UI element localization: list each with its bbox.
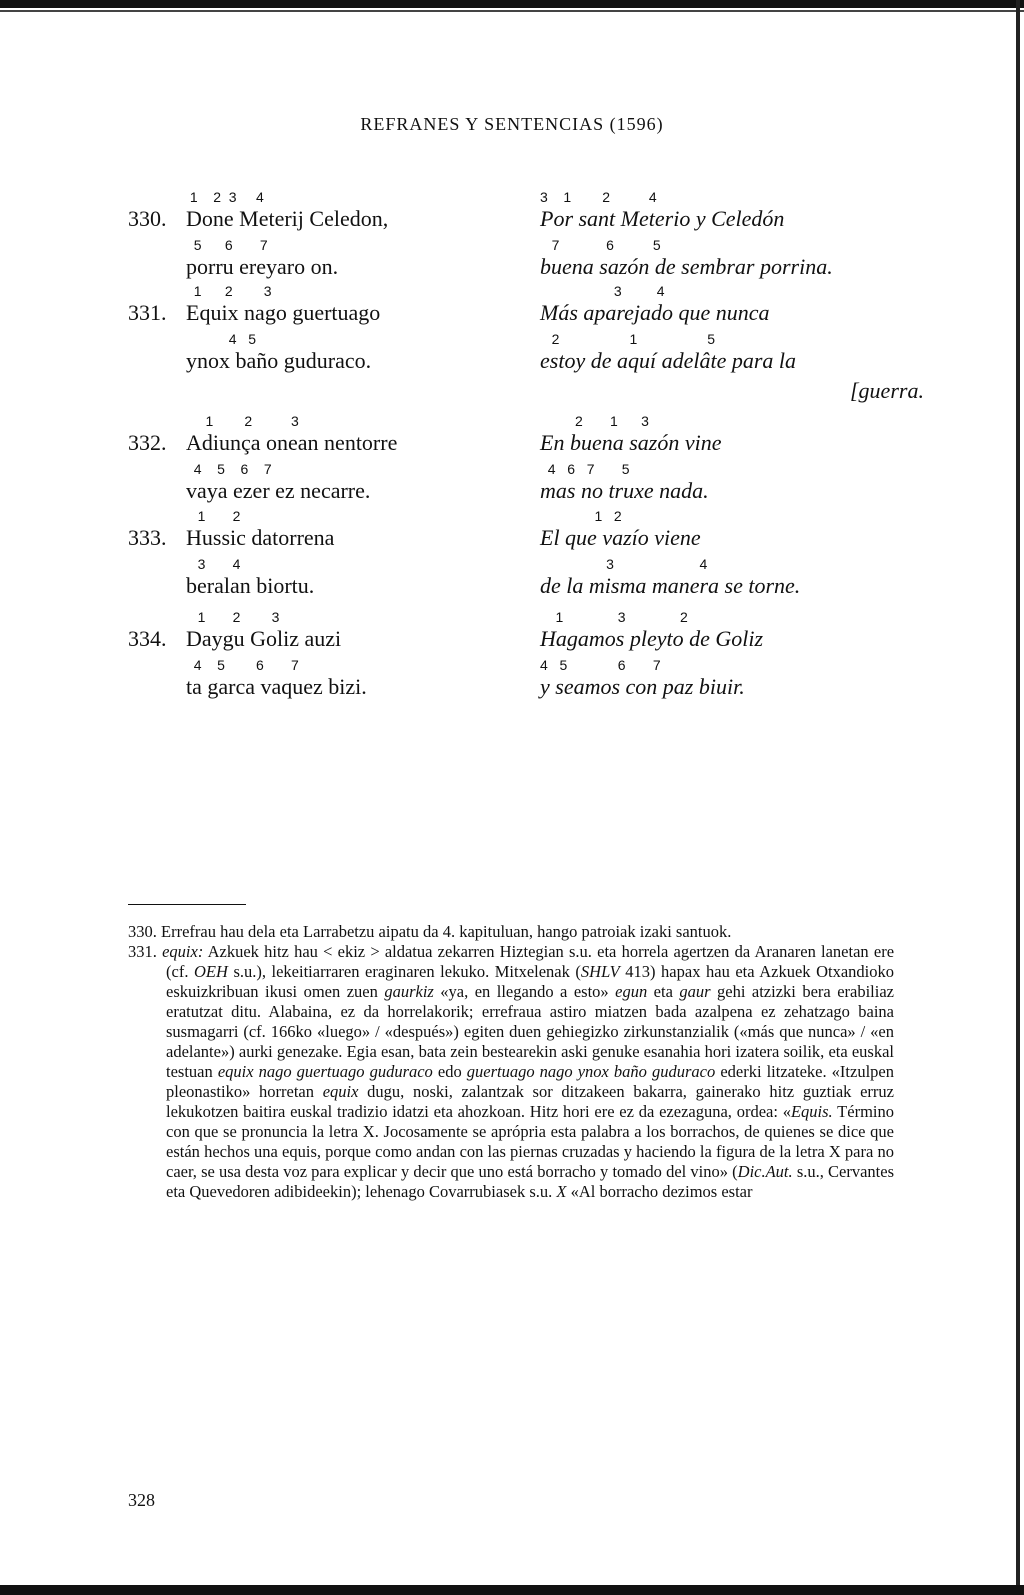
entry-number: 334. (128, 626, 167, 651)
spanish-line-text: El que vazío viene (540, 525, 701, 550)
footnote-rule (128, 904, 246, 905)
entry-number: 332. (128, 430, 167, 455)
running-head: REFRANES Y SENTENCIAS (1596) (360, 114, 664, 134)
footnotes (128, 922, 894, 1202)
footnote-text: Dic.Aut. (737, 1162, 793, 1181)
footnote-text: gaurkiz (384, 982, 434, 1001)
page-number: 328 (128, 1490, 155, 1510)
basque-line-text: beralan biortu. (186, 573, 315, 598)
footnote-text: SHLV (580, 962, 620, 981)
footnote-text: 413) hapax hau eta Azkuek Otxandioko eskuizkribuan ikusi omen zuen (166, 962, 894, 1001)
basque-line-text: Adiunça onean nentorre (186, 430, 398, 455)
footnote-text: guertuago nago ynox baño guduraco (466, 1062, 716, 1081)
footnote-text: dugu, noski, zalantzak sor ditzakeen bakarra, gainerako hitz guztiak erruz lekukotzen baitira euskal tradizio idatzi eta ahozkoan. Hitz hori ere ez da ezezaguna, ordea: « (166, 1082, 894, 1121)
basque-line-word-order-numbers: 4 5 6 7 (186, 657, 299, 673)
spanish-line-word-order-numbers: 1 2 (540, 508, 622, 524)
basque-line-word-order-numbers: 1 2 3 (186, 609, 280, 625)
spanish-line-word-order-numbers: 1 3 2 (540, 609, 688, 625)
basque-line-text: porru ereyaro on. (186, 254, 339, 279)
spanish-line-text: Más aparejado que nunca (540, 300, 770, 325)
spanish-line-text: Por sant Meterio y Celedón (540, 206, 785, 231)
spanish-line-text: Hagamos pleyto de Goliz (540, 626, 764, 651)
footnote-number: 330. (128, 922, 161, 941)
spanish-line-text: estoy de aquí adelâte para la (540, 348, 797, 373)
basque-line-word-order-numbers: 3 4 (186, 556, 241, 572)
basque-line-text: vaya ezer ez necarre. (186, 478, 371, 503)
basque-line-text: Daygu Goliz auzi (186, 626, 342, 651)
basque-line-word-order-numbers: 1 2 3 4 (186, 189, 264, 205)
footnote-text: ederki litzateke. «Itzulpen pleonastiko» horretan (166, 1062, 894, 1101)
basque-line-word-order-numbers: 1 2 (186, 508, 241, 524)
footnote-text: «Al borracho dezimos estar (566, 1182, 753, 1201)
footnote-text: edo (432, 1062, 467, 1081)
footnote-text: Término con que se pronuncia la letra X. Jocosamente se aprópria esta palabra a los borrachos, de quienes se dice que están hechos una equis, porque como andan con las piernas cruzadas y haciendo la figura de la letra X para no caer, se usa desta voz para explicar y decir que uno está borracho y tomado del vino» ( (166, 1102, 894, 1181)
footnote-text: equix: (162, 942, 204, 961)
footnote-text: equix nago guertuago guduraco (217, 1062, 433, 1081)
basque-line-text: ta garca vaquez bizi. (186, 674, 367, 699)
spanish-line-word-order-numbers: 3 4 (540, 283, 665, 299)
footnote-text: «ya, en llegando a esto» (433, 982, 616, 1001)
footnote-text: s.u., Cervantes eta Quevedoren adibideekin); lehenago Covarrubiasek s.u. (166, 1162, 894, 1201)
page-frame-right (1016, 0, 1020, 1595)
footnote-text: Errefrau hau dela eta Larrabetzu aipatu da 4. kapituluan, hango patroiak izaki santuok. (161, 922, 732, 941)
spanish-line-word-order-numbers: 4 6 7 5 (540, 461, 630, 477)
footnote-text: OEH (193, 962, 228, 981)
footnote-text: egun (615, 982, 648, 1001)
basque-line-text: Hussic datorrena (186, 525, 335, 550)
spanish-line-word-order-numbers: 7 6 5 (540, 237, 661, 253)
footnote-number: 331. (128, 942, 163, 961)
page-frame-top (0, 0, 1024, 8)
basque-line-text: ynox baño guduraco. (186, 348, 372, 373)
spanish-line-word-order-numbers: 3 1 2 4 (540, 189, 657, 205)
spanish-line-text: de la misma manera se torne. (540, 573, 801, 598)
basque-line-text: Done Meterij Celedon, (186, 206, 389, 231)
basque-line-word-order-numbers: 5 6 7 (186, 237, 268, 253)
footnote (128, 922, 894, 942)
footnote-text: Azkuek hitz hau < ekiz > aldatua zekarren Hiztegian s.u. eta horrela agertzen da Aranaren lanetan ere (cf. (166, 942, 895, 981)
spanish-line-word-order-numbers: 2 1 5 (540, 331, 716, 347)
footnote-text: X (556, 1182, 567, 1201)
spanish-line-text: [guerra. (850, 378, 924, 403)
basque-line-word-order-numbers: 1 2 3 (186, 283, 272, 299)
spanish-line-word-order-numbers: 2 1 3 (540, 413, 649, 429)
footnote (128, 942, 894, 1202)
footnote-text: s.u.), lekeitiarraren eraginaren lekuko. Mitxelenak ( (227, 962, 581, 981)
spanish-line-word-order-numbers: 3 4 (540, 556, 708, 572)
spanish-line-text: En buena sazón vine (540, 430, 722, 455)
basque-line-word-order-numbers: 1 2 3 (186, 413, 299, 429)
footnote-text: gehi atzizki bera erabiliaz eratutzat ditu. Alabaina, ez da horrelakorik; errefraua astiro miatzen bada azalpena ez zehatzago baina susmagarri (cf. 166ko «luego» / «después») egiten duen gehiegizko zirkunstanzialik («más que nunca» / «en adelante») aurki genezake. Egia esan, bata zein bestearekin aski genuke esanahia hori izatera soilik, eta euskal testuan (166, 982, 894, 1081)
footnote-text: gaur (679, 982, 711, 1001)
basque-line-text: Equix nago guertuago (186, 300, 381, 325)
entry-number: 331. (128, 300, 167, 325)
page-frame-top-line (0, 10, 1024, 12)
spanish-line-word-order-numbers: 4 5 6 7 (540, 657, 661, 673)
entry-number: 333. (128, 525, 167, 550)
spanish-line-text: buena sazón de sembrar porrina. (540, 254, 833, 279)
page-frame-bottom (0, 1585, 1024, 1595)
basque-line-word-order-numbers: 4 5 (186, 331, 257, 347)
spanish-line-text: mas no truxe nada. (540, 478, 709, 503)
footnote-text: Equis. (790, 1102, 833, 1121)
footnote-text: equix (322, 1082, 359, 1101)
entry-number: 330. (128, 206, 167, 231)
footnote-text: eta (647, 982, 680, 1001)
spanish-line-text: y seamos con paz biuir. (540, 674, 745, 699)
basque-line-word-order-numbers: 4 5 6 7 (186, 461, 272, 477)
